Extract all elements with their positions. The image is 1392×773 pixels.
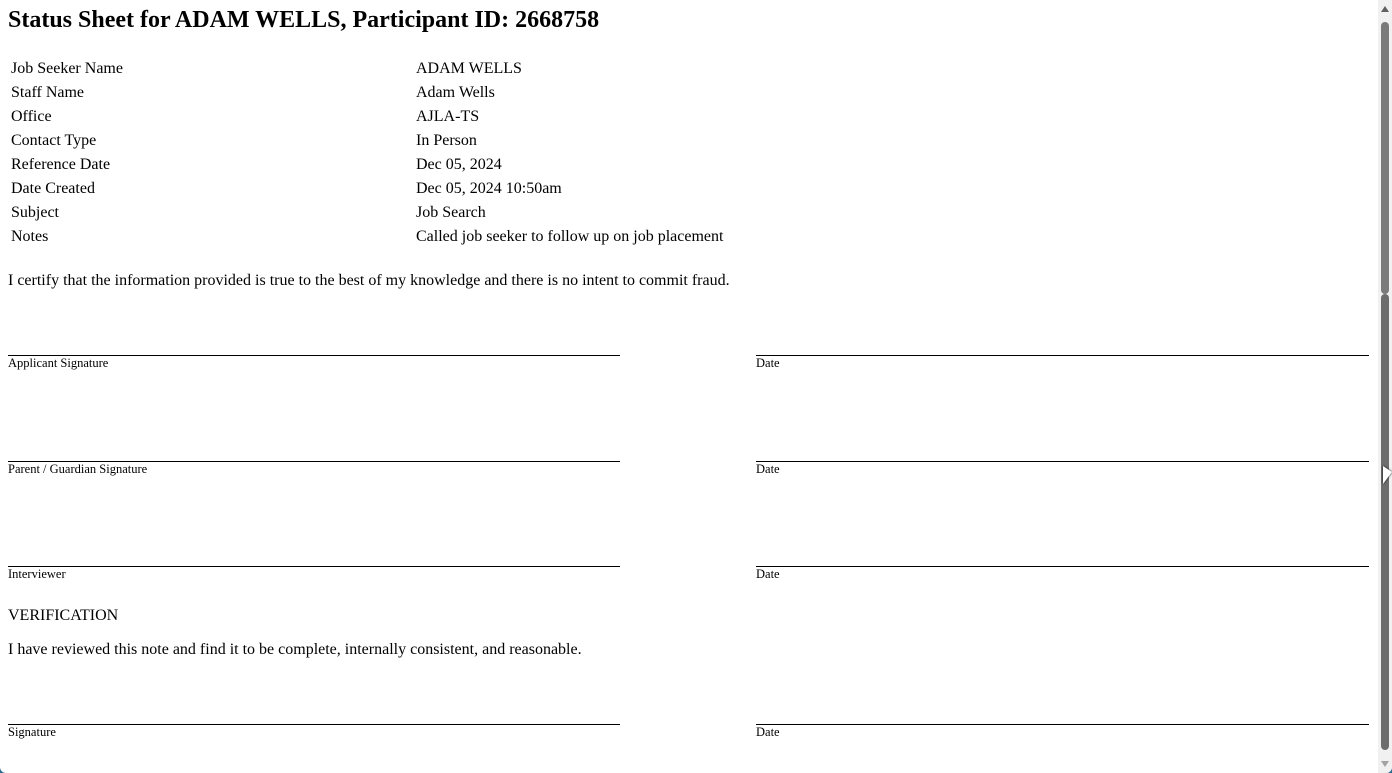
row-value: Dec 05, 2024 10:50am bbox=[416, 180, 562, 197]
row-label: Staff Name bbox=[11, 84, 85, 101]
row-label: Job Seeker Name bbox=[11, 60, 123, 77]
scrollbar-track-upper[interactable] bbox=[1381, 22, 1389, 294]
applicant-date-line bbox=[756, 355, 1369, 356]
row-value: AJLA-TS bbox=[416, 108, 480, 125]
interviewer-signature-label: Interviewer bbox=[8, 567, 66, 581]
verification-signature-row bbox=[8, 724, 1370, 744]
table-row bbox=[10, 226, 724, 248]
interviewer-date-line bbox=[756, 566, 1369, 567]
table-row bbox=[10, 154, 724, 176]
interviewer-signature-row bbox=[8, 566, 1370, 586]
scroll-down-arrow-icon[interactable] bbox=[1381, 761, 1389, 767]
row-label: Reference Date bbox=[11, 156, 111, 173]
table-row bbox=[10, 82, 724, 104]
verification-signature-label: Signature bbox=[8, 725, 56, 739]
guardian-date-line bbox=[756, 461, 1369, 462]
verification-heading: VERIFICATION bbox=[8, 607, 119, 624]
row-value: Dec 05, 2024 bbox=[416, 156, 502, 173]
guardian-signature-label: Parent / Guardian Signature bbox=[8, 462, 148, 476]
mouse-cursor-icon bbox=[1383, 466, 1392, 484]
table-row bbox=[10, 130, 724, 152]
verification-date-line bbox=[756, 724, 1369, 725]
row-label: Office bbox=[11, 108, 52, 125]
row-value: ADAM WELLS bbox=[416, 60, 522, 77]
info-table bbox=[8, 56, 726, 250]
row-label: Date Created bbox=[11, 180, 95, 197]
guardian-signature-row bbox=[8, 461, 1370, 481]
row-value: Called job seeker to follow up on job placement bbox=[416, 228, 724, 245]
table-row bbox=[10, 58, 724, 80]
vertical-scrollbar[interactable] bbox=[1378, 0, 1392, 773]
table-row bbox=[10, 178, 724, 200]
verification-date-label: Date bbox=[756, 725, 780, 739]
guardian-date-label: Date bbox=[756, 462, 780, 476]
verification-statement: I have reviewed this note and find it to be complete, internally consistent, and reasonable. bbox=[8, 641, 582, 658]
row-value: Adam Wells bbox=[416, 84, 495, 101]
row-value: In Person bbox=[416, 132, 477, 149]
applicant-date-label: Date bbox=[756, 356, 780, 370]
table-row bbox=[10, 202, 724, 224]
applicant-signature-label: Applicant Signature bbox=[8, 356, 109, 370]
row-label: Subject bbox=[11, 204, 59, 221]
row-label: Contact Type bbox=[11, 132, 97, 149]
interviewer-date-label: Date bbox=[756, 567, 780, 581]
scroll-up-arrow-icon[interactable] bbox=[1381, 6, 1389, 12]
row-label: Notes bbox=[11, 228, 49, 245]
certification-statement: I certify that the information provided is true to the best of my knowledge and there is no intent to commit fraud. bbox=[8, 272, 730, 289]
row-value: Job Search bbox=[416, 204, 486, 221]
page-title: Status Sheet for ADAM WELLS, Participant ID: 2668758 bbox=[8, 7, 600, 33]
interviewer-signature-line bbox=[8, 566, 620, 567]
applicant-signature-row bbox=[8, 355, 1370, 375]
verification-signature-line bbox=[8, 724, 620, 725]
scrollbar-thumb[interactable] bbox=[1381, 294, 1389, 750]
table-row bbox=[10, 106, 724, 128]
